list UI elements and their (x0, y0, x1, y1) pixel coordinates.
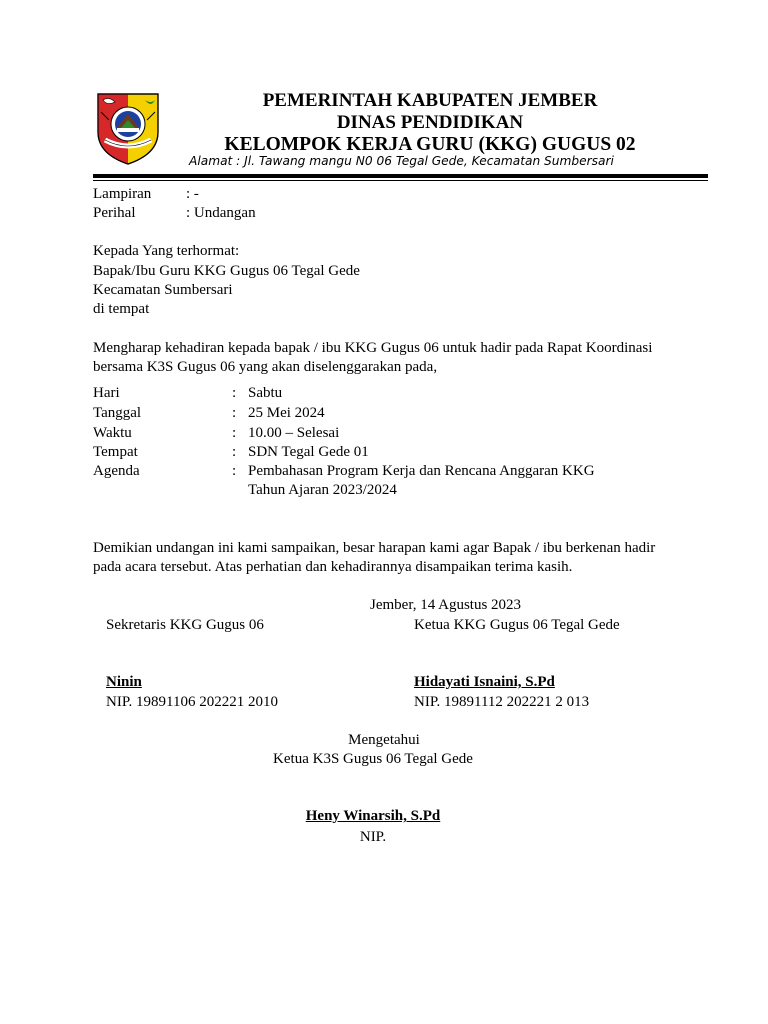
detail-value-agenda: Pembahasan Program Kerja dan Rencana Anggaran KKG (248, 463, 595, 479)
detail-colon: : (232, 405, 237, 421)
detail-label: Tanggal (93, 405, 142, 421)
intro-line-1: Mengharap kehadiran kepada bapak / ibu KKG Gugus 06 untuk hadir pada Rapat Koordinasi (93, 340, 653, 356)
detail-colon: : (232, 463, 237, 479)
detail-value-place: SDN Tegal Gede 01 (248, 444, 369, 460)
detail-label: Agenda (93, 463, 140, 479)
detail-label: Tempat (93, 444, 138, 460)
detail-value-date: 25 Mei 2024 (248, 405, 325, 421)
header-divider-thin (93, 180, 708, 181)
closing-line-2: pada acara tersebut. Atas perhatian dan kehadirannya disampaikan terima kasih. (93, 559, 573, 575)
detail-colon: : (232, 385, 237, 401)
jember-regency-emblem-icon (95, 90, 161, 166)
header-address: Alamat : Jl. Tawang mangu N0 06 Tegal Gede, Kecamatan Sumbersari (189, 154, 614, 168)
detail-label: Hari (93, 385, 120, 401)
left-signer-title: Sekretaris KKG Gugus 06 (106, 617, 264, 633)
recipient-place: di tempat (93, 301, 150, 317)
recipient-greeting: Kepada Yang terhormat: (93, 243, 240, 259)
lampiran-label: Lampiran (93, 186, 152, 202)
known-name: Heny Winarsih, S.Pd (305, 808, 441, 824)
recipient-district: Kecamatan Sumbersari (93, 282, 233, 298)
detail-value-time: 10.00 – Selesai (248, 425, 340, 441)
detail-label: Waktu (93, 425, 132, 441)
perihal-value: : Undangan (186, 205, 256, 221)
header-department: DINAS PENDIDIKAN (336, 112, 524, 133)
known-label: Mengetahui (348, 732, 420, 748)
known-nip: NIP. (359, 829, 387, 845)
lampiran-value: : - (186, 186, 199, 202)
closing-line-1: Demikian undangan ini kami sampaikan, besar harapan kami agar Bapak / ibu berkenan hadir (93, 540, 656, 556)
place-date: Jember, 14 Agustus 2023 (370, 597, 522, 613)
right-signer-title: Ketua KKG Gugus 06 Tegal Gede (414, 617, 620, 633)
detail-colon: : (232, 444, 237, 460)
left-signer-nip: NIP. 19891106 202221 2010 (106, 694, 278, 710)
known-title: Ketua K3S Gugus 06 Tegal Gede (273, 751, 473, 767)
recipient-name: Bapak/Ibu Guru KKG Gugus 06 Tegal Gede (93, 263, 360, 279)
header-divider-thick (93, 174, 708, 178)
left-signer-name: Ninin (106, 674, 142, 690)
right-signer-name: Hidayati Isnaini, S.Pd (414, 674, 555, 690)
detail-value-day: Sabtu (248, 385, 283, 401)
perihal-label: Perihal (93, 205, 136, 221)
right-signer-nip: NIP. 19891112 202221 2 013 (414, 694, 590, 710)
intro-line-2: bersama K3S Gugus 06 yang akan diselenggarakan pada, (93, 359, 438, 375)
header-government: PEMERINTAH KABUPATEN JEMBER (262, 90, 598, 111)
detail-colon: : (232, 425, 237, 441)
header-organization: KELOMPOK KERJA GURU (KKG) GUGUS 02 (224, 134, 636, 155)
detail-value-agenda-cont: Tahun Ajaran 2023/2024 (248, 482, 397, 498)
